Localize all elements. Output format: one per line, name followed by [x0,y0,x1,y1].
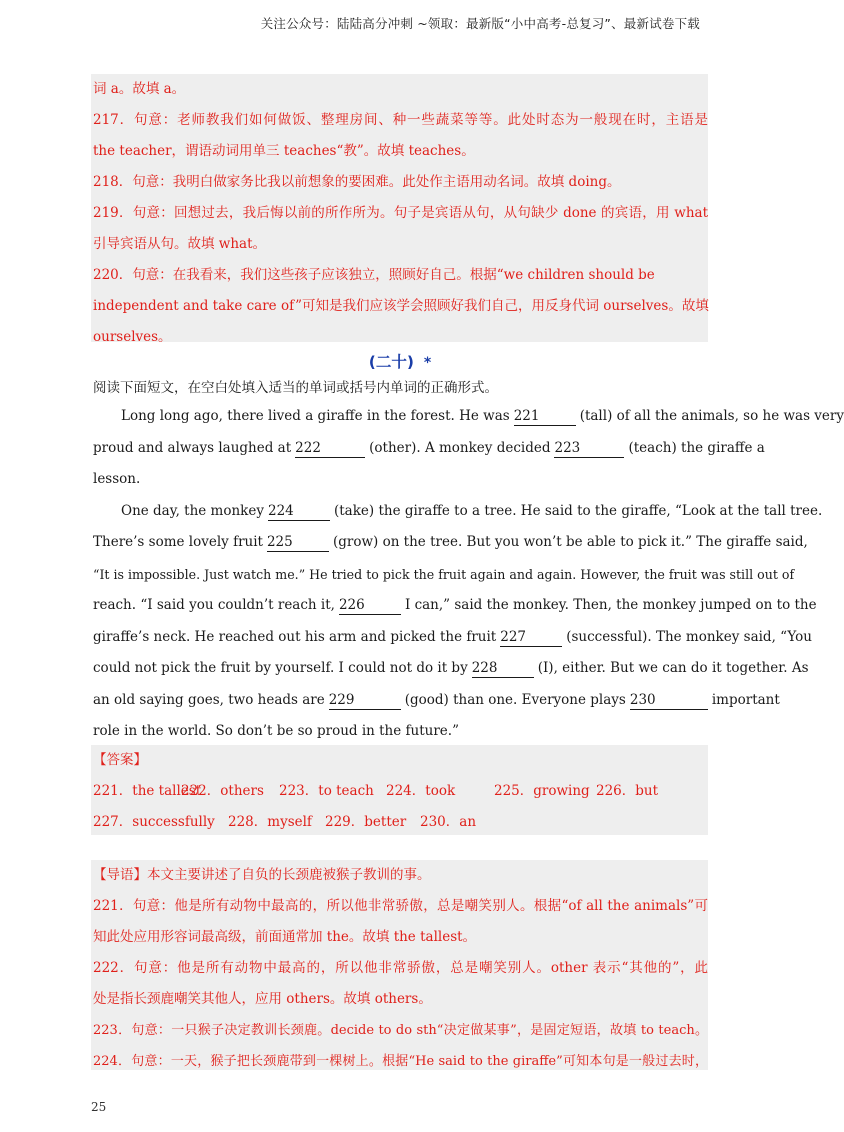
blank-228[interactable]: 228 [472,660,534,678]
passage-line: “It is impossible. Just watch me.” He tried to pick the fruit again and again. However, the fruit was still out of [93,566,795,582]
text: There’s some lovely fruit [93,534,263,550]
text: (take) the giraffe to a tree. He said to the giraffe, “Look at the tall tree. [333,502,823,519]
passage-line: lesson. [93,471,141,487]
explanation-line: 词 a。故填 a。 [93,81,186,97]
text: (other). A monkey decided [369,439,551,456]
passage-line [93,401,844,433]
text: Long long ago, there lived a giraffe in the forest. He was [121,408,510,424]
difficulty-star-icon: * [423,355,432,371]
text: an old saying goes, two heads are [93,691,325,708]
guide-line: 224．句意：一天，猴子把长颈鹿带到一棵树上。根据“He said to the giraffe”可知本句是一般过去时， [93,1054,708,1069]
answer-223: 223．to teach [279,783,374,799]
passage-line [93,622,812,654]
text: proud and always laughed at [93,439,292,456]
blank-224[interactable]: 224 [268,503,330,521]
text: could not pick the fruit by yourself. I could not do it by [93,660,468,676]
text: (I), either. But we can do it together. As [537,660,809,676]
section-number: (二十) [368,353,414,371]
text: I can,” said the monkey. Then, the monkey jumped on to the [404,597,817,613]
answer-221: 221．the tallest [93,783,202,799]
passage-line [93,685,780,717]
text: (successful). The monkey said, “You [566,628,812,645]
passage-line [93,496,823,528]
text: (tall) of all the animals, so he was very [579,408,844,424]
explanation-line: 218．句意：我明白做家务比我以前想象的要困难。此处作主语用动名词。故填 doing。 [93,174,621,190]
explanation-line: 220．句意：在我看来，我们这些孩子应该独立，照顾好自己。根据“we children should be [93,267,655,283]
answers-row [91,807,708,838]
text: important [711,691,780,708]
answers-label: 【答案】 [93,752,147,768]
text: reach. “I said you couldn’t reach it, [93,597,335,613]
passage-line [93,590,817,622]
answer-227: 227．successfully [93,814,215,830]
blank-226[interactable]: 226 [339,597,401,615]
guide-line: 处是指长颈鹿嘲笑其他人，应用 others。故填 others。 [93,991,432,1007]
answer-222: 222．others [181,783,264,799]
blank-223[interactable]: 223 [554,440,624,458]
text: giraffe’s neck. He reached out his arm and picked the fruit [93,628,497,645]
answers-block [91,745,708,835]
passage-line [93,433,765,465]
guide-intro: 【导语】本文主要讲述了自负的长颈鹿被猴子教训的事。 [93,867,431,883]
text: One day, the monkey [121,502,264,519]
page-header: 关注公众号：陆陆高分冲刺 ~领取：最新版“小中高考-总复习”、最新试卷下载 [260,16,700,31]
text: (teach) the giraffe a [628,439,765,456]
guide-line: 223．句意：一只猴子决定教训长颈鹿。decide to do sth“决定做某事”，是固定短语，故填 to teach。 [93,1023,708,1038]
answer-230: 230．an [420,814,477,830]
previous-answers-block [91,74,709,345]
explanation-line: 217．句意：老师教我们如何做饭、整理房间、种一些蔬菜等等。此处时态为一般现在时，主语是 [93,112,708,128]
explanation-line: ourselves。 [93,329,172,345]
answer-228: 228．myself [228,814,312,830]
answer-226: 226．but [596,783,659,799]
page-number: 25 [91,1100,107,1114]
answer-225: 225．growing [494,783,590,799]
explanation-line: 引导宾语从句。故填 what。 [93,236,267,252]
explanation-line: 219．句意：回想过去，我后悔以前的所作所为。句子是宾语从句，从句缺少 done 的宾语，用 what [93,205,708,221]
explanation-line: independent and take care of”可知是我们应该学会照顾好我们自己，用反身代词 ourselves。故填 [93,298,709,314]
blank-221[interactable]: 221 [514,408,576,426]
blank-225[interactable]: 225 [267,534,329,552]
answer-229: 229．better [325,814,407,830]
text: (good) than one. Everyone plays [404,691,626,708]
instruction: 阅读下面短文，在空白处填入适当的单词或括号内单词的正确形式。 [93,380,498,396]
passage [93,401,844,748]
guide-block [91,860,708,1070]
answers-row [91,776,708,807]
answer-224: 224．took [386,783,456,799]
blank-227[interactable]: 227 [500,629,562,647]
blank-222[interactable]: 222 [295,440,365,458]
passage-line [93,653,809,685]
guide-line: 知此处应用形容词最高级，前面通常加 the。故填 the tallest。 [93,929,477,945]
guide-line: 221．句意：他是所有动物中最高的，所以他非常骄傲，总是嘲笑别人。根据“of all the animals”可 [93,898,708,914]
passage-line: role in the world. So don’t be so proud in the future.” [93,723,459,739]
text: (grow) on the tree. But you won’t be able to pick it.” The giraffe said, [332,534,808,550]
blank-229[interactable]: 229 [329,692,401,710]
section-title [0,350,800,372]
passage-line [93,527,808,559]
guide-line: 222．句意：他是所有动物中最高的，所以他非常骄傲，总是嘲笑别人。other 表示“其他的”，此 [93,960,708,976]
blank-230[interactable]: 230 [630,692,708,710]
explanation-line: the teacher，谓语动词用单三 teaches“教”。故填 teaches。 [93,143,475,159]
